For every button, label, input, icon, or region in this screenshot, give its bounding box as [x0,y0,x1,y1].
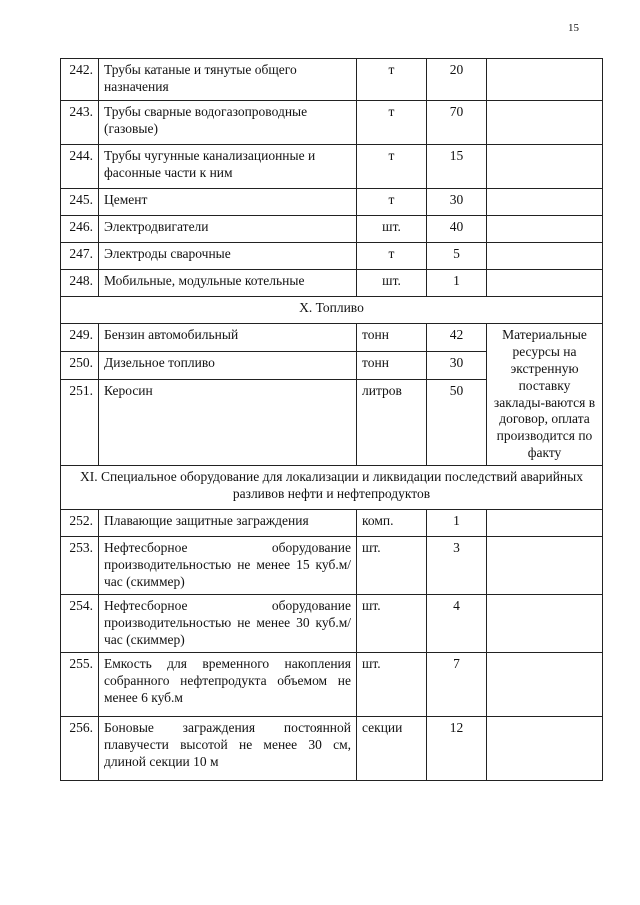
item-quantity: 15 [427,145,487,189]
item-name: Бензин автомобильный [99,324,357,352]
row-number: 252. [61,510,99,537]
row-number: 254. [61,595,99,653]
row-number: 242. [61,59,99,101]
item-quantity: 3 [427,537,487,595]
item-name: Электродвигатели [99,216,357,243]
section-header-row [61,466,603,510]
item-name: Боновые заграждения постоянной плавучести высотой не менее 30 см, длиной секции 10 м [99,717,357,781]
item-name: Емкость для временного накопления собранного нефтепродукта объемом не менее 6 куб.м [99,653,357,717]
row-number: 246. [61,216,99,243]
item-unit: тонн [357,351,427,379]
item-unit: т [357,145,427,189]
note-cell [487,101,603,145]
table-row [61,59,603,101]
item-unit: комп. [357,510,427,537]
row-number: 243. [61,101,99,145]
item-quantity: 20 [427,59,487,101]
item-unit: шт. [357,653,427,717]
section-title-fuel: X. Топливо [61,297,603,324]
section-header-row [61,297,603,324]
table-row [61,270,603,297]
row-number: 249. [61,324,99,352]
materials-table [60,58,603,781]
table-row [61,717,603,781]
item-name: Плавающие защитные заграждения [99,510,357,537]
item-unit: т [357,59,427,101]
item-name: Трубы катаные и тянутые общего назначения [99,59,357,101]
row-number: 244. [61,145,99,189]
note-cell [487,59,603,101]
row-number: 245. [61,189,99,216]
row-number: 251. [61,379,99,465]
note-cell [487,653,603,717]
item-unit: шт. [357,216,427,243]
fuel-note: Материальные ресурсы на экстренную поставку заклады-ваются в договор, оплата производится по факту [487,324,603,466]
table-row [61,101,603,145]
item-name: Нефтесборное оборудование производительностью не менее 30 куб.м/час (скиммер) [99,595,357,653]
item-name: Трубы чугунные канализационные и фасонные части к ним [99,145,357,189]
item-quantity: 40 [427,216,487,243]
note-cell [487,270,603,297]
item-name: Дизельное топливо [99,351,357,379]
note-cell [487,243,603,270]
item-quantity: 50 [427,379,487,465]
item-name: Мобильные, модульные котельные [99,270,357,297]
row-number: 255. [61,653,99,717]
note-cell [487,595,603,653]
item-unit: т [357,101,427,145]
item-name: Трубы сварные водогазопроводные (газовые) [99,101,357,145]
row-number: 248. [61,270,99,297]
table-row [61,145,603,189]
item-quantity: 70 [427,101,487,145]
row-number: 256. [61,717,99,781]
table-row [61,189,603,216]
item-quantity: 1 [427,510,487,537]
note-cell [487,189,603,216]
row-number: 247. [61,243,99,270]
item-unit: литров [357,379,427,465]
page-number: 15 [568,22,579,34]
table-row [61,653,603,717]
note-cell [487,510,603,537]
note-cell [487,216,603,243]
item-quantity: 42 [427,324,487,352]
item-unit: шт. [357,595,427,653]
item-quantity: 1 [427,270,487,297]
item-name: Нефтесборное оборудование производительностью не менее 15 куб.м/час (скиммер) [99,537,357,595]
item-unit: т [357,189,427,216]
item-unit: шт. [357,537,427,595]
item-name: Керосин [99,379,357,465]
table-row [61,595,603,653]
table-row [61,216,603,243]
table-row [61,324,603,352]
table-row [61,537,603,595]
item-unit: шт. [357,270,427,297]
item-quantity: 12 [427,717,487,781]
item-quantity: 30 [427,189,487,216]
row-number: 250. [61,351,99,379]
row-number: 253. [61,537,99,595]
item-unit: тонн [357,324,427,352]
section-title-equipment: XI. Специальное оборудование для локализации и ликвидации последствий аварийных разливов нефти и нефтепродуктов [61,466,603,510]
note-cell [487,537,603,595]
note-cell [487,717,603,781]
item-unit: т [357,243,427,270]
table-row [61,510,603,537]
item-name: Цемент [99,189,357,216]
item-quantity: 7 [427,653,487,717]
item-quantity: 4 [427,595,487,653]
table-row [61,243,603,270]
note-cell [487,145,603,189]
item-quantity: 5 [427,243,487,270]
item-unit: секции [357,717,427,781]
item-name: Электроды сварочные [99,243,357,270]
item-quantity: 30 [427,351,487,379]
